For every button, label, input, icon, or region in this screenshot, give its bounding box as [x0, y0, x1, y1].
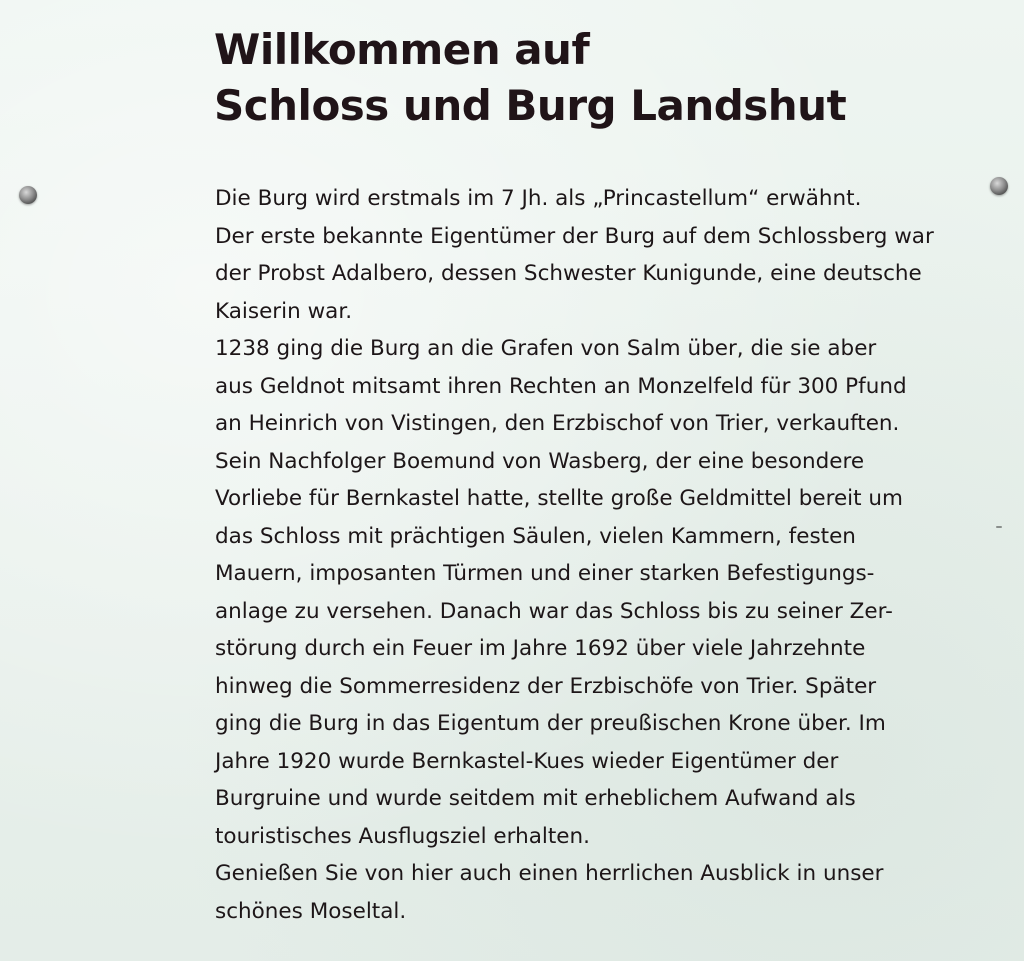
body-line: Sein Nachfolger Boemund von Wasberg, der eine besondere — [215, 448, 865, 474]
title-line: Willkommen auf — [214, 25, 590, 74]
body-line: störung durch ein Feuer im Jahre 1692 über viele Jahrzehnte — [215, 636, 866, 661]
screw-icon — [19, 186, 37, 204]
body-line: anlage zu versehen. Danach war das Schloss bis zu seiner Zer- — [215, 598, 893, 624]
body-line: Jahre 1920 wurde Bernkastel-Kues wieder Eigentümer der — [215, 748, 839, 774]
body-line: das Schloss mit prächtigen Säulen, vielen Kammern, festen — [215, 523, 856, 549]
body-line: hinweg die Sommerresidenz der Erzbischöfe von Trier. Später — [215, 673, 877, 699]
body-line: Die Burg wird erstmals im 7 Jh. als „Princastellum“ erwähnt. — [215, 186, 862, 211]
body-line: Kaiserin war. — [215, 298, 353, 324]
body-line: der Probst Adalbero, dessen Schwester Kunigunde, eine deutsche — [215, 261, 922, 286]
sign-title — [214, 22, 974, 134]
body-line: Burgruine und wurde seitdem mit erheblichem Aufwand als — [215, 786, 856, 811]
body-line: Mauern, imposanten Türmen und einer starken Befestigungs- — [215, 561, 875, 586]
body-line: schönes Moseltal. — [215, 898, 407, 924]
body-line: Genießen Sie von hier auch einen herrlichen Ausblick in unser — [215, 861, 884, 886]
body-line: touristisches Ausflugsziel erhalten. — [215, 823, 590, 849]
body-line: ging die Burg in das Eigentum der preußischen Krone über. Im — [215, 711, 886, 736]
body-line: an Heinrich von Vistingen, den Erzbischof von Trier, verkauften. — [215, 411, 900, 436]
body-line: Der erste bekannte Eigentümer der Burg auf dem Schlossberg war — [215, 223, 934, 249]
title-line: Schloss und Burg Landshut — [214, 81, 847, 130]
body-line: 1238 ging die Burg an die Grafen von Salm über, die sie aber — [215, 336, 877, 361]
sign-body-text — [215, 180, 1005, 930]
body-line: aus Geldnot mitsamt ihren Rechten an Monzelfeld für 300 Pfund — [215, 373, 907, 399]
body-line: Vorliebe für Bernkastel hatte, stellte große Geldmittel bereit um — [215, 486, 903, 511]
